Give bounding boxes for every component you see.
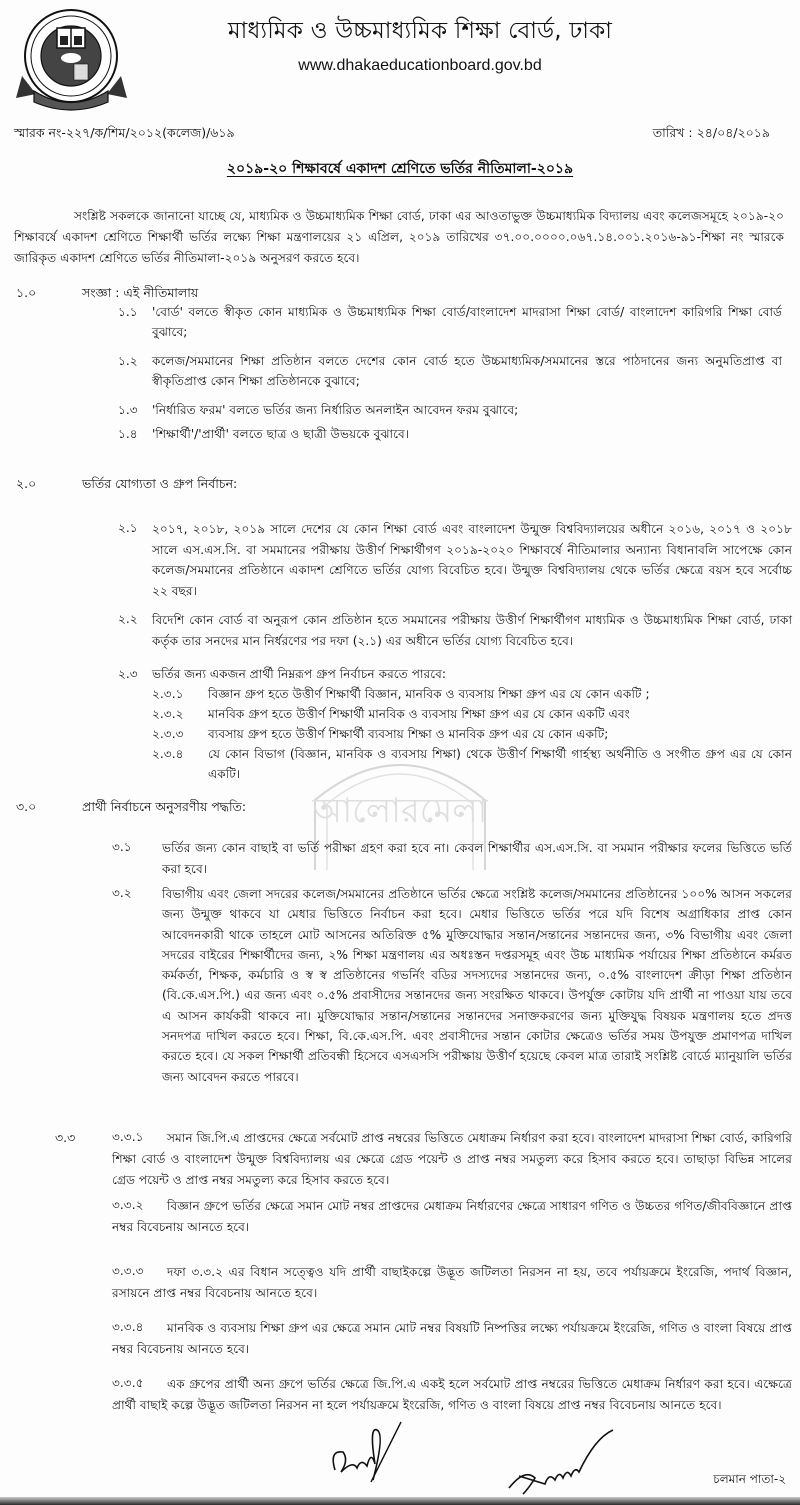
continued-page-label: চলমান পাতা-২ (713, 1472, 786, 1486)
section-number: ২.০ (16, 476, 37, 491)
website-url: www.dhakaeducationboard.gov.bd (298, 57, 542, 74)
sub-clause-number: ৩.৩.২ (112, 1198, 144, 1212)
section-number: ১.০ (16, 285, 37, 300)
sub-clause-text: বিজ্ঞান গ্রুপ হতে উত্তীর্ণ শিক্ষার্থী বিজ্ঞান, মানবিক ও ব্যবসায় শিক্ষা গ্রুপ এর যে কোন একটি ; (208, 687, 650, 701)
clause-text: ভর্তির জন্য একজন প্রার্থী নিম্নরূপ গ্রুপ নির্বাচন করতে পারবে: (152, 667, 447, 681)
intro-paragraph: সংশ্লিষ্ট সকলকে জানানো যাচ্ছে যে, মাধ্যমিক ও উচ্চমাধ্যমিক শিক্ষা বোর্ড, ঢাকা এর আওতাভুক্ত উচ্চমাধ্যমিক বিদ্যালয় এবং কলেজসমূহে ২০১৯-২০ শিক্ষাবর্ষে একাদশ শ্রেণিতে শিক্ষার্থী ভর্তির লক্ষ্যে শিক্ষা মন্ত্রণালয়ের ২১ এপ্রিল, ২০১৯ তারিখের ৩৭.০০.০০০০.০৬৭.১৪.০০১.২০১৬-৯১-শিক্ষা নং স্মারকে জারিকৃত একাদশ শ্রেণিতে ভর্তির নীতিমালা-২০১৯ অনুসরণ করতে হবে। (14, 209, 784, 265)
signature-1 (325, 1420, 405, 1495)
memo-number: স্মারক নং-২২৭/ক/শিম/২০১২(কলেজ)/৬১৯ (14, 125, 235, 140)
scan-edge-shadow (0, 1497, 800, 1505)
clause-number: ২.১ (118, 521, 138, 535)
watermark-text: আলোরমেলা (312, 791, 488, 831)
clause-text: ভর্তির জন্য কোন বাছাই বা ভর্তি পরীক্ষা গ্রহণ করা হবে না। কেবল শিক্ষার্থীর এস.এস.সি. বা সমমান পরীক্ষার ফলের ভিত্তিতে ভর্তি করা হবে। (162, 841, 792, 876)
document-title-text: ২০১৯-২০ শিক্ষাবর্ষে একাদশ শ্রেণিতে ভর্তির নীতিমালা-২০১৯ (226, 161, 574, 177)
clause-number: ২.২ (118, 612, 138, 626)
memo-date: তারিখ : ২৪/০৪/২০১৯ (652, 125, 770, 140)
clause-number: ২.৩ (118, 667, 138, 681)
sub-clause-text: দফা ৩.৩.২ এর বিধান সত্ত্বেও যদি প্রার্থী বাছাইকল্পে উদ্ভূত জটিলতা নিরসন না হয়, তবে পর্যায়ক্রমে ইংরেজি, পদার্থ বিজ্ঞান, রসায়নে প্রাপ্ত নম্বর বিবেচনায় আনতে হবে। (112, 1265, 792, 1300)
sub-clause-text: ব্যবসায় গ্রুপ হতে উত্তীর্ণ শিক্ষার্থী ব্যবসায় শিক্ষা ও মানবিক গ্রুপ এর যে কোন একটি; (208, 727, 609, 741)
section-title: সংজ্ঞা : এই নীতিমালায় (82, 285, 199, 300)
sub-clause-number: ২.৩.৪ (152, 747, 184, 761)
clause-number: ৩.২ (112, 886, 132, 900)
sub-clause-number: ৩.৩.৪ (112, 1320, 144, 1334)
sub-clause-text: সমান জি.পি.এ প্রাপ্তদের ক্ষেত্রে সর্বমোট প্রাপ্ত নম্বরের ভিত্তিতে মেধাক্রম নির্ধারণ করা হবে। বাংলাদেশ মাদরাসা শিক্ষা বোর্ড, কারিগরি শিক্ষা বোর্ড ও বাংলাদেশ উন্মুক্ত বিশ্ববিদ্যালয় এর ক্ষেত্রে গ্রেড পয়েন্ট ও প্রাপ্ত নম্বর সমতুল্য করে হিসাব করতে হবে। তাছাড়া বিভিন্ন সালের গ্রেড পয়েন্ট ও প্রাপ্ত নম্বর সমতুল্য করে হিসাব করতে হবে। (112, 1131, 792, 1187)
clause-text: বিদেশি কোন বোর্ড বা অনুরূপ কোন প্রতিষ্ঠান হতে সমমানের পরীক্ষায় উত্তীর্ণ শিক্ষার্থীগণ মাধ্যমিক ও উচ্চমাধ্যমিক শিক্ষা বোর্ড, ঢাকা কর্তৃক তার সনদের মান নির্ধরণের পর দফা (২.১) এর অধীনে ভর্তির যোগ্য বিবেচিত হবে। (152, 613, 792, 648)
document-title (0, 160, 800, 180)
clause-number: ১.৩ (118, 403, 138, 417)
sub-clause-text: মানবিক গ্রুপ হতে উত্তীর্ণ শিক্ষার্থী মানবিক ও ব্যবসায় শিক্ষা গ্রুপ এর যে কোন একটি এবং (208, 707, 630, 721)
sub-clause-text: যে কোন বিভাগ (বিজ্ঞান, মানবিক ও ব্যবসায় শিক্ষা) থেকে উত্তীর্ণ শিক্ষার্থী গার্হস্থ্য অর্থনীতি ও সংগীত গ্রুপ এর যে কোন একটি। (208, 747, 792, 781)
clause-number: ১.২ (118, 354, 138, 368)
section-number: ৩.০ (16, 799, 37, 814)
section-title: ভর্তির যোগ্যতা ও গ্রুপ নির্বাচন: (82, 476, 238, 491)
clause-text: কলেজ/সমমানের শিক্ষা প্রতিষ্ঠান বলতে দেশের কোন বোর্ড হতে উচ্চমাধ্যমিক/সমমানের স্তরে পাঠদানের জন্য অনুমতিপ্রাপ্ত বা স্বীকৃতিপ্রাপ্ত কোন শিক্ষা প্রতিষ্ঠানকে বুঝাবে; (152, 354, 782, 388)
board-seal-logo-icon (14, 6, 129, 114)
clause-text: বিভাগীয় এবং জেলা সদরের কলেজ/সমমানের প্রতিষ্ঠানে ভর্তির ক্ষেত্রে সংশ্লিষ্ট কলেজ/সমমানের প্রতিষ্ঠানের ১০০% আসন সকলের জন্য উন্মুক্ত থাকবে যা মেধার ভিত্তিতে নির্বাচন করা হবে। মেধার ভিত্তিতে ভর্তির পরে যদি বিশেষ অগ্রাধিকার প্রাপ্ত কোন আবেদনকারী থাকে তাহলে মোট আসনের অতিরিক্ত ৫% মুক্তিযোদ্ধার সন্তান/সন্তানের সন্তানদের জন্য, ৩% বিভাগীয় এবং জেলা সদরের বাইরের শিক্ষার্থীদের জন্য, ২% শিক্ষা মন্ত্রণালয় এর অধঃস্তন দপ্তরসমূহ এবং উচ্চ মাধ্যমিক পর্যায়ের শিক্ষা প্রতিষ্ঠানে কর্মরত কর্মকর্তা, শিক্ষক, কর্মচারি ও স্ব স্ব প্রতিষ্ঠানের গভর্নিং বডির সদস্যদের সন্তানদের জন্য, ০.৫% বাংলাদেশ ক্রীড়া শিক্ষা প্রতিষ্ঠান (বি.কে.এস.পি.) এর জন্য এবং ০.৫% প্রবাসীদের সন্তানদের জন্য সংরক্ষিত থাকবে। উপর্যুক্ত কোটায় যদি প্রার্থী না পাওয়া যায় তবে এ আসন কার্যকরী থাকবে না। মুক্তিযোদ্ধার সন্তান/সন্তানের সন্তানদের সনাক্তকরণের জন্য মুক্তিযুদ্ধ বিষয়ক মন্ত্রণালয় হতে প্রদত্ত সনদপত্র দাখিল করতে হবে। শিক্ষা, বি.কে.এস.পি. এবং প্রবাসীদের সন্তান কোটার ক্ষেত্রেও ভর্তির সময় উপযুক্ত প্রমাণপত্র দাখিল করতে হবে। যে সকল শিক্ষার্থী প্রতিবন্ধী হিসেবে এসএসসি পরীক্ষায় উত্তীর্ণ হয়েছে কেবল মাত্র তারাই সংশ্লিষ্ট বোর্ডে ম্যানুয়ালি ভর্তির জন্য আবেদন করতে পারবে। (162, 887, 792, 1084)
clause-text: ২০১৭, ২০১৮, ২০১৯ সালে দেশের যে কোন শিক্ষা বোর্ড এবং বাংলাদেশ উন্মুক্ত বিশ্ববিদ্যালয়ের অধীনে ২০১৬, ২০১৭ ও ২০১৮ সালে এস.এস.সি. বা সমমানের পরীক্ষায় উত্তীর্ণ শিক্ষার্থীগণ ২০১৯-২০২০ শিক্ষাবর্ষে নীতিমালার অন্যান্য বিধানাবলি সাপেক্ষে কোন কলেজ/সমমানের প্রতিষ্ঠানে একাদশ শ্রেণিতে ভর্তির যোগ্য বিবেচিত হবে। উন্মুক্ত বিশ্ববিদ্যালয় থেকে ভর্তির ক্ষেত্রে বয়স হবে সর্বোচ্চ ২২ বছর। (152, 522, 792, 598)
signature-2 (505, 1428, 615, 1498)
clause-number: ১.১ (118, 305, 138, 319)
sub-clause-number: ২.৩.১ (152, 687, 184, 701)
section-title: প্রার্থী নির্বাচনে অনুসরণীয় পদ্ধতি: (82, 799, 247, 814)
clause-number: ৩.৩ (55, 1130, 76, 1145)
sub-clause-number: ৩.৩.১ (112, 1130, 144, 1144)
clause-text: 'বোর্ড' বলতে স্বীকৃত কোন মাধ্যমিক ও উচ্চমাধ্যমিক শিক্ষা বোর্ড/বাংলাদেশ মাদরাসা শিক্ষা বোর্ড/ বাংলাদেশ কারিগরি শিক্ষা বোর্ড বুঝাবে; (152, 305, 782, 339)
board-name: মাধ্যমিক ও উচ্চমাধ্যমিক শিক্ষা বোর্ড, ঢাকা (227, 18, 613, 44)
clause-text: 'নির্ধারিত ফরম' বলতে ভর্তির জন্য নির্ধারিত অনলাইন আবেদন ফরম বুঝাবে; (152, 403, 519, 417)
sub-clause-text: বিজ্ঞান গ্রুপে ভর্তির ক্ষেত্রে সমান মোট নম্বর প্রাপ্তদের মেধাক্রম নির্ধারণের ক্ষেত্রে সাধারণ গণিত ও উচ্চতর গণিত/জীববিজ্ঞানে প্রাপ্ত নম্বর বিবেচনায় আনতে হবে। (112, 1199, 792, 1234)
sub-clause-number: ২.৩.২ (152, 707, 184, 721)
sub-clause-number: ২.৩.৩ (152, 727, 184, 741)
sub-clause-text: মানবিক ও ব্যবসায় শিক্ষা গ্রুপ এর ক্ষেত্রে সমান মোট নম্বর বিষয়টি নিষ্পত্তির লক্ষ্যে পর্যায়ক্রমে ইংরেজি, গণিত ও বাংলা বিষয়ে প্রাপ্ত নম্বর বিবেচনায় আনতে হবে। (112, 1321, 792, 1356)
clause-number: ৩.১ (112, 840, 132, 854)
clause-text: 'শিক্ষার্থী'/'প্রার্থী' বলতে ছাত্র ও ছাত্রী উভয়কে বুঝাবে। (152, 427, 410, 441)
sub-clause-number: ৩.৩.৩ (112, 1264, 144, 1278)
sub-clause-text: এক গ্রুপের প্রার্থী অন্য গ্রুপে ভর্তির ক্ষেত্রে জি.পি.এ একই হলে সর্বমোট প্রাপ্ত নম্বরের ভিত্তিতে মেধাক্রম নির্ধারণ করা হবে। এক্ষেত্রে প্রার্থী বাছাই কল্পে উদ্ভূত জটিলতা নিরসন না হলে পর্যায়ক্রমে ইংরেজি, গণিত ও বাংলা বিষয়ে প্রাপ্ত নম্বর বিবেচনায় আনতে হবে। (112, 1377, 792, 1412)
clause-number: ১.৪ (118, 427, 138, 441)
sub-clause-number: ৩.৩.৫ (112, 1376, 144, 1390)
